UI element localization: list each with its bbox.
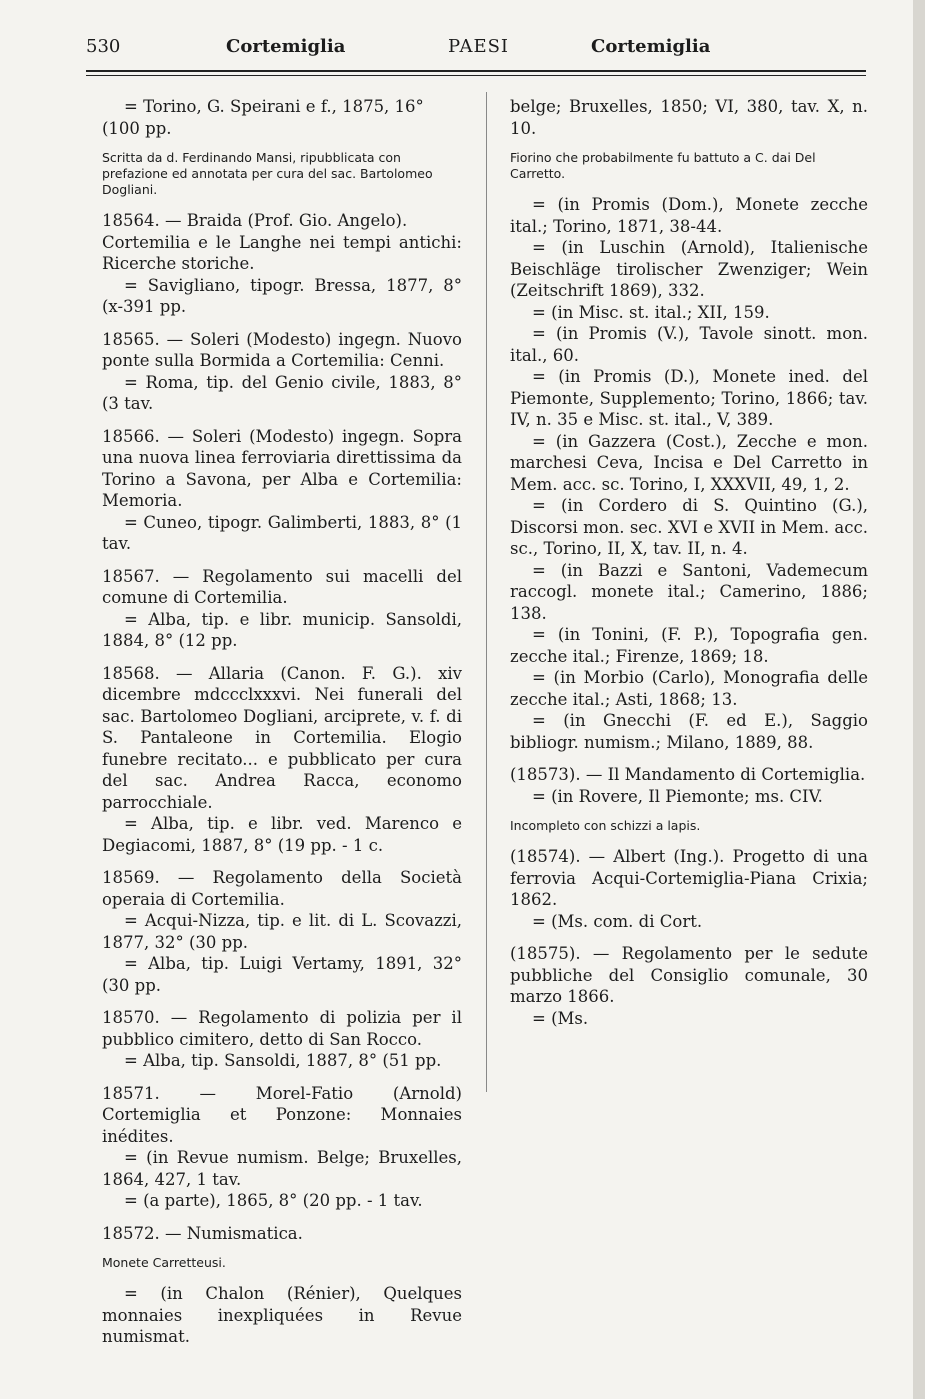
entry-line: (18575). — Regolamento per le sedute pubbliche del Consiglio comunale, 30 marzo 1866. — [510, 944, 868, 1006]
entry-note: Fiorino che probabilmente fu battuto a C. dai Del Carretto. — [510, 150, 816, 181]
entry-line: (18573). — Il Mandamento di Cortemiglia. — [510, 765, 866, 784]
entry-line: = (in Luschin (Arnold), Italienische Beischläge tirolischer Zwenziger; Wein (Zeitschrift 1869), 332. — [510, 238, 868, 300]
bibliography-entry — [510, 846, 868, 932]
entry-line: = Alba, tip. Luigi Vertamy, 1891, 32° (30 pp. — [102, 954, 462, 995]
left-column — [102, 96, 462, 1359]
entry-line: = (Ms. — [532, 1008, 589, 1028]
bibliography-entry — [102, 426, 462, 555]
entry-line: = Alba, tip. Sansoldi, 1887, 8° (51 pp. — [124, 1051, 442, 1070]
entry-line: = (in Gnecchi (F. ed E.), Saggio bibliogr. numism.; Milano, 1889, 88. — [510, 711, 868, 752]
entry-line: = (in Cordero di S. Quintino (G.), Discorsi mon. sec. XVI e XVII in Mem. acc. sc., Torino, II, X, tav. II, n. 4. — [510, 496, 868, 558]
entry-line: Cortemilia e le Langhe nei tempi antichi: Ricerche storiche. — [102, 232, 462, 273]
header-left-title: Cortemiglia — [226, 36, 346, 57]
bibliography-entry — [510, 96, 868, 139]
entry-line: = (in Promis (D.), Monete ined. del Piemonte, Supplemento; Torino, 1866; tav. IV, n. 35 e Misc. st. ital., V, 389. — [510, 367, 868, 429]
bibliography-entry — [102, 1007, 462, 1072]
entry-note: Scritta da d. Ferdinando Mansi, ripubblicata con prefazione ed annotata per cura del sac. Bartolomeo Dogliani. — [102, 150, 433, 197]
entry-line: = (in Rovere, Il Piemonte; ms. CIV. — [532, 786, 823, 806]
page-edge — [913, 0, 925, 1399]
entry-line: 18565. — Soleri (Modesto) ingegn. Nuovo ponte sulla Bormida a Cortemilia: Cenni. — [102, 329, 462, 370]
entry-line: 18567. — Regolamento sui macelli del comune di Cortemilia. — [102, 566, 462, 607]
entry-line: 18564. — Braida (Prof. Gio. Angelo). — [102, 211, 408, 230]
entry-line: 18571. — Morel-Fatio (Arnold) Cortemiglia et Ponzone: Monnaies inédites. — [102, 1083, 462, 1146]
bibliography-entry — [102, 1083, 462, 1212]
bibliography-entry — [102, 210, 462, 318]
bibliography-entry — [102, 96, 462, 139]
entry-line: = (Ms. com. di Cort. — [532, 911, 703, 931]
bibliography-entry — [102, 663, 462, 857]
entry-line: = Acqui-Nizza, tip. e lit. di L. Scovazzi, 1877, 32° (30 pp. — [102, 911, 462, 952]
bibliography-entry — [102, 867, 462, 996]
entry-line: 18566. — Soleri (Modesto) ingegn. Sopra una nuova linea ferroviaria direttissima da Torino a Savona, per Alba e Cortemilia: Memoria. — [102, 426, 462, 510]
column-divider — [486, 92, 487, 1092]
entry-line: = Roma, tip. del Genio civile, 1883, 8° (3 tav. — [102, 372, 462, 413]
header-rule-thin — [86, 75, 866, 76]
entry-line: (100 pp. — [102, 118, 172, 138]
bibliography-entry — [102, 1283, 462, 1348]
bibliography-entry — [102, 329, 462, 415]
header-right-title: Cortemiglia — [591, 36, 711, 57]
entry-line: = (a parte), 1865, 8° (20 pp. - 1 tav. — [124, 1191, 423, 1210]
page-number: 530 — [86, 36, 121, 57]
entry-line: = (in Bazzi e Santoni, Vademecum raccogl. monete ital.; Camerino, 1886; 138. — [510, 560, 868, 623]
header-center-title: PAESI — [448, 36, 510, 57]
entry-line: = Savigliano, tipogr. Bressa, 1877, 8° (x-391 pp. — [102, 275, 462, 316]
bibliography-entry — [102, 566, 462, 652]
entry-line: 18568. — Allaria (Canon. F. G.). xiv dicembre mdccclxxxvi. Nei funerali del sac. Bartolomeo Dogliani, arciprete, v. f. di S. Pantaleone in Cortemilia. Elogio funebre recitato... e pubblicato per cura del sac. Andrea Racca, economo parrocchiale. — [102, 663, 462, 812]
entry-line: = Alba, tip. e libr. municip. Sansoldi, 1884, 8° (12 pp. — [102, 609, 462, 650]
entry-line: = Torino, G. Speirani e f., 1875, 16° — [124, 97, 424, 116]
entry-note: Monete Carretteusi. — [102, 1255, 226, 1270]
entry-line: = (in Revue numism. Belge; Bruxelles, 1864, 427, 1 tav. — [102, 1148, 462, 1189]
header-rule — [86, 70, 866, 72]
entry-line: = (in Misc. st. ital.; XII, 159. — [532, 302, 770, 322]
entry-line: 18570. — Regolamento di polizia per il pubblico cimitero, detto di San Rocco. — [102, 1008, 462, 1049]
entry-line: = (in Promis (V.), Tavole sinott. mon. ital., 60. — [510, 324, 868, 365]
entry-note: Incompleto con schizzi a lapis. — [510, 818, 701, 833]
entry-line: = (in Promis (Dom.), Monete zecche ital.; Torino, 1871, 38-44. — [510, 195, 868, 236]
entry-line: = (in Morbio (Carlo), Monografia delle zecche ital.; Asti, 1868; 13. — [510, 668, 868, 709]
entry-line: 18572. — Numismatica. — [102, 1223, 303, 1243]
bibliography-entry — [510, 943, 868, 1029]
bibliography-entry — [102, 1223, 462, 1245]
right-column — [510, 96, 868, 1040]
bibliography-entry — [510, 764, 868, 807]
entry-line: 18569. — Regolamento della Società operaia di Cortemilia. — [102, 868, 462, 909]
entry-line: = Cuneo, tipogr. Galimberti, 1883, 8° (1 tav. — [102, 512, 462, 553]
entry-line: belge; Bruxelles, 1850; VI, 380, tav. X, n. 10. — [510, 97, 868, 138]
running-header — [86, 36, 866, 66]
entry-line: (18574). — Albert (Ing.). Progetto di una ferrovia Acqui-Cortemiglia-Piana Crixia; 1862. — [510, 847, 868, 909]
entry-line: = Alba, tip. e libr. ved. Marenco e Degiacomi, 1887, 8° (19 pp. - 1 c. — [102, 814, 462, 855]
entry-line: = (in Gazzera (Cost.), Zecche e mon. marchesi Ceva, Incisa e Del Carretto in Mem. acc. sc. Torino, I, XXXVII, 49, 1, 2. — [510, 431, 868, 494]
entry-line: = (in Chalon (Rénier), Quelques monnaies inexpliquées in Revue numismat. — [102, 1284, 462, 1346]
entry-line: = (in Tonini, (F. P.), Topografia gen. zecche ital.; Firenze, 1869; 18. — [510, 625, 868, 666]
bibliography-entry — [510, 194, 868, 753]
